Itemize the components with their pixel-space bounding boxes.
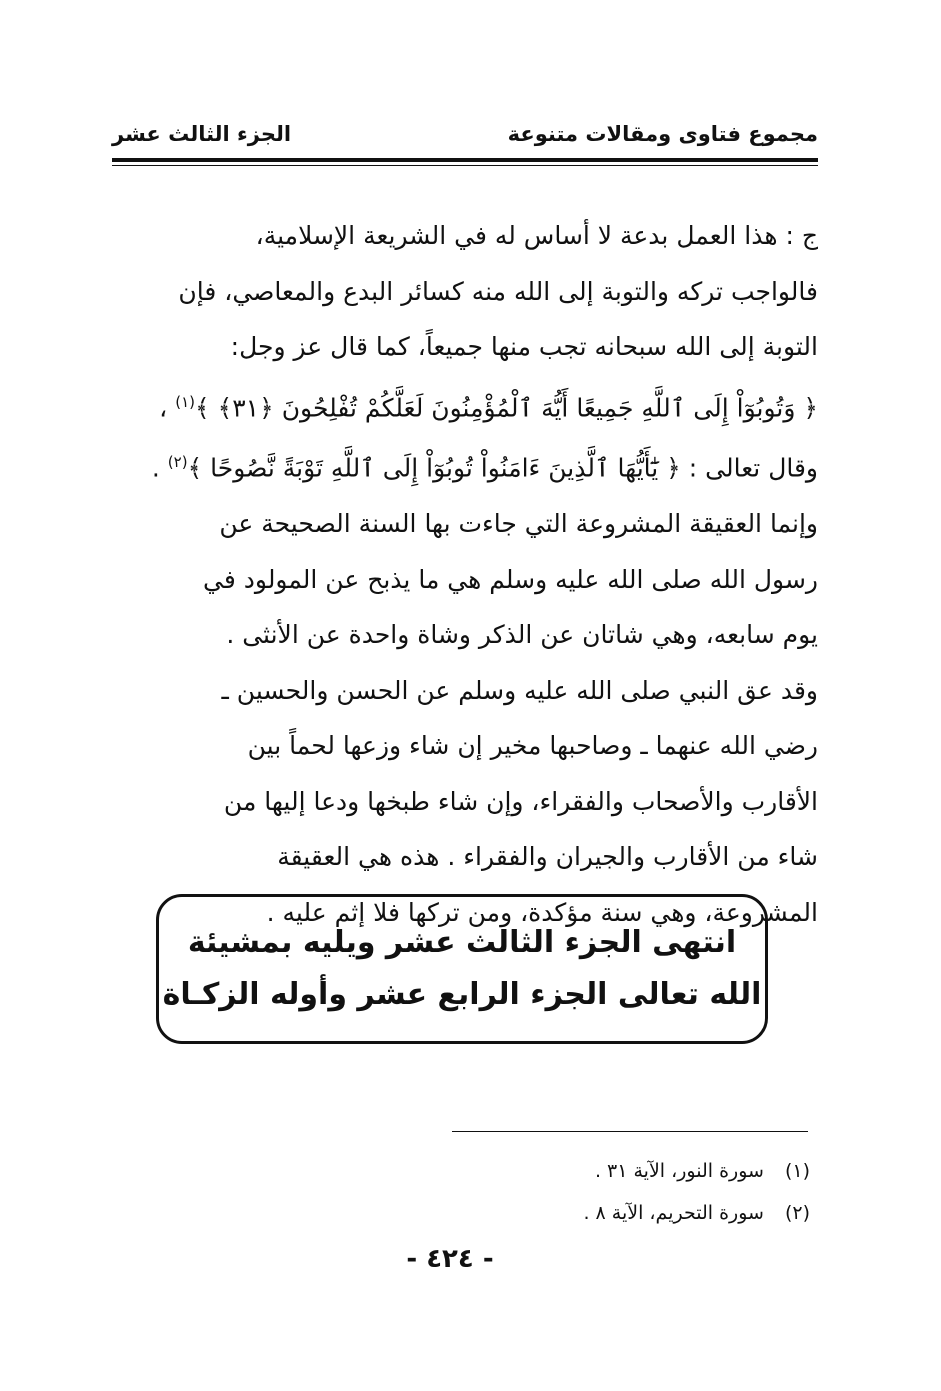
footnote-ref: (١)	[175, 392, 195, 411]
footnote-ref: (٢)	[167, 453, 188, 472]
footnote-divider	[452, 1131, 808, 1132]
text-line: فالواجب تركه والتوبة إلى الله منه كسائر البدع والمعاصي، فإن	[178, 276, 818, 306]
text-line: وإنما العقيقة المشروعة التي جاءت بها السنة الصحيحة عن	[219, 509, 818, 539]
end-box-line: الله تعالى الجزء الرابع عشر وأوله الزكـاة	[162, 977, 762, 1012]
quran-verse: ﴿ وَتُوبُوٓاْ إِلَى ٱللَّهِ جَمِيعًا أَيُّهَ ٱلْمُؤْمِنُونَ لَعَلَّكُمْ تُفْلِحُونَ ﴿٣١﴾ ﴾	[194, 392, 818, 422]
page-header	[112, 118, 818, 158]
text-line: الأقارب والأصحاب والفقراء، وإن شاء طبخها ودعا إليها من	[223, 786, 818, 816]
text-line: المشروعة، وهي سنة مؤكدة، ومن تركها فلا إثم عليه .	[266, 897, 818, 927]
footnote-text: سورة النور، الآية ٣١ .	[594, 1160, 764, 1182]
verse-intro: وقال تعالى :	[688, 453, 818, 483]
header-divider-thin	[112, 165, 818, 166]
text-line: رضي الله عنهما ـ وصاحبها مخير إن شاء وزعها لحماً بين	[247, 731, 818, 761]
end-of-volume-box	[156, 894, 768, 1044]
footnote-item	[452, 1192, 810, 1234]
footnote-text: سورة التحريم، الآية ٨ .	[583, 1202, 764, 1224]
quran-verse: ﴿ يَٰٓأَيُّهَا ٱلَّذِينَ ءَامَنُواْ تُوبُوٓاْ إِلَى ٱللَّهِ تَوْبَةً نَّصُوحًا ﴾	[187, 453, 681, 483]
footnote-number: (٢)	[784, 1202, 810, 1224]
text-line: ج : هذا العمل بدعة لا أساس له في الشريعة الإسلامية،	[255, 221, 818, 250]
punctuation: ،	[159, 392, 168, 422]
text-line: شاء من الأقارب والجيران والفقراء . هذه هي العقيقة	[277, 842, 818, 872]
page-number: - ٤٢٤ -	[406, 1244, 494, 1274]
punctuation: .	[151, 453, 160, 483]
end-box-line: انتهى الجزء الثالث عشر ويليه بمشيئة	[187, 925, 737, 960]
main-text	[104, 208, 818, 940]
verse-line	[104, 375, 818, 436]
text-line: يوم سابعه، وهي شاتان عن الذكر وشاة واحدة عن الأنثى .	[226, 620, 818, 650]
header-divider	[112, 158, 818, 162]
text-line: التوبة إلى الله سبحانه تجب منها جميعاً، كما قال عز وجل:	[230, 332, 818, 361]
footnotes	[452, 1150, 810, 1234]
footnote-number: (١)	[784, 1160, 810, 1182]
verse-line	[104, 435, 818, 496]
text-line: وقد عق النبي صلى الله عليه وسلم عن الحسن والحسين ـ	[221, 675, 818, 705]
book-title: مجموع فتاوى ومقالات متنوعة	[507, 122, 818, 146]
footnote-item	[452, 1150, 810, 1192]
volume-title: الجزء الثالث عشر	[112, 122, 292, 146]
text-line: رسول الله صلى الله عليه وسلم هي ما يذبح عن المولود في	[203, 564, 818, 594]
